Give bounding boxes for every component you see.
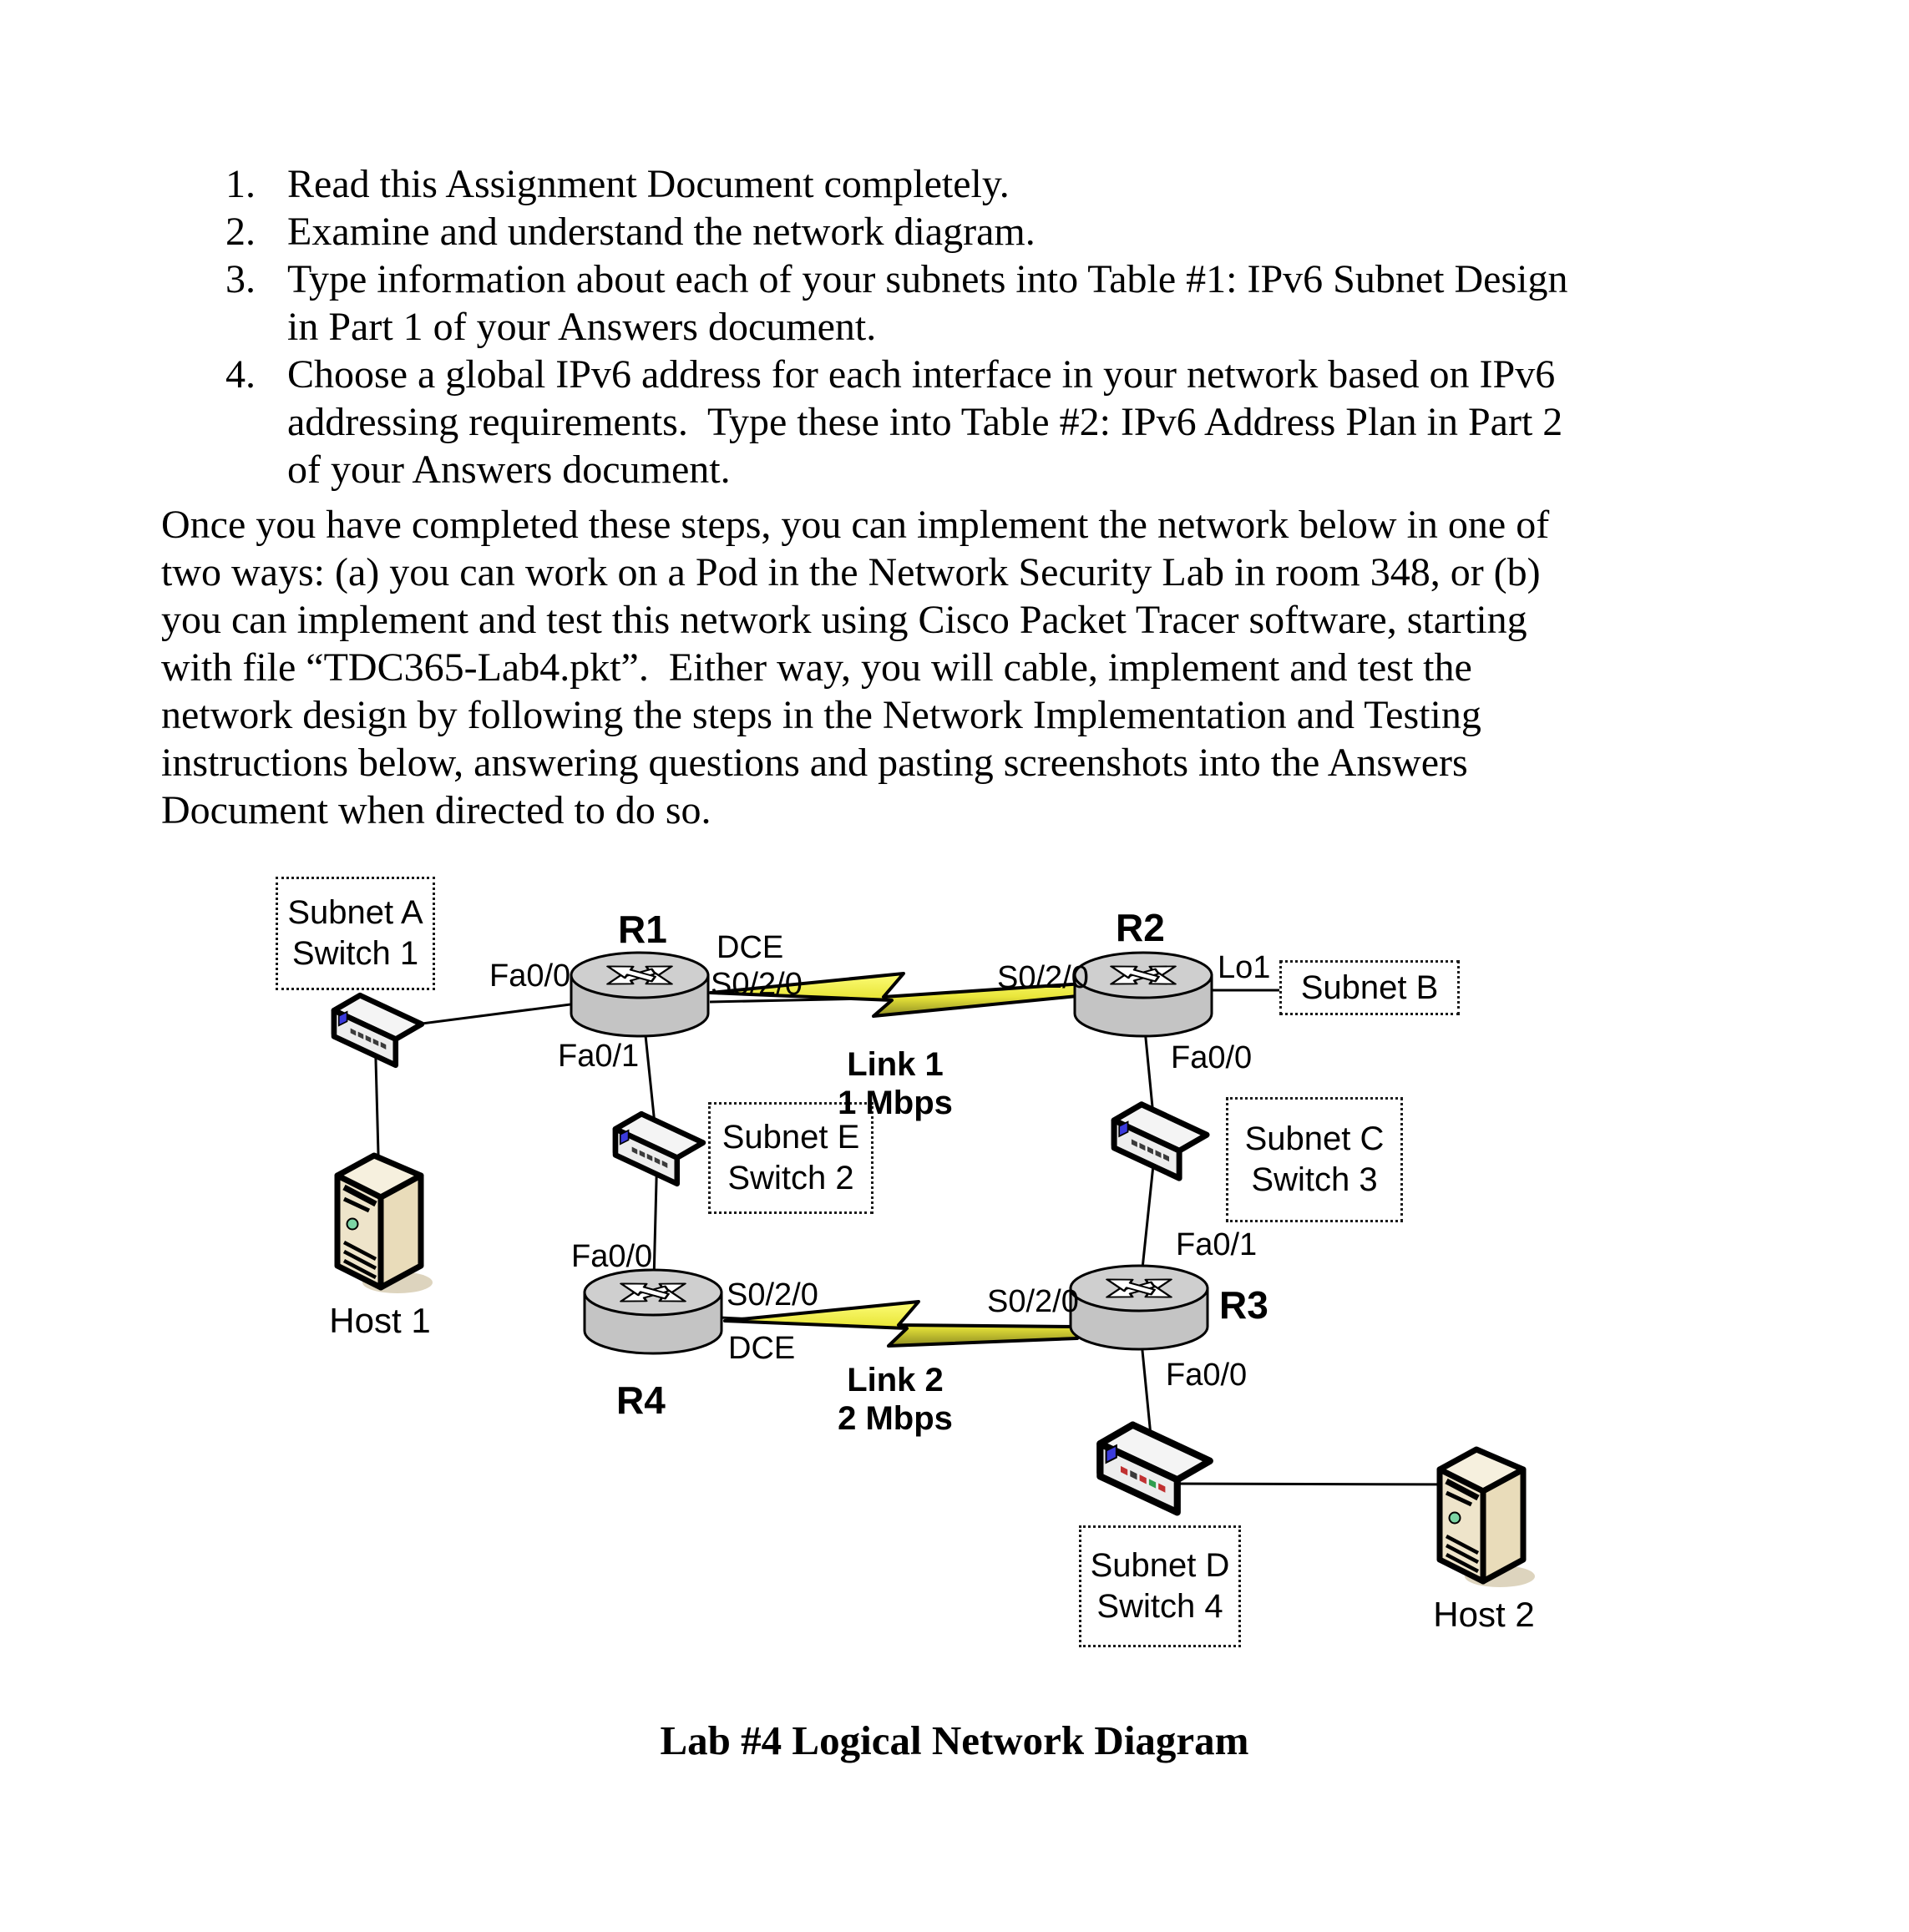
diagram-caption: Lab #4 Logical Network Diagram [660, 1717, 1249, 1763]
interface-label-r1-dce: DCE [717, 930, 784, 965]
host-label-1: Host 1 [329, 1301, 431, 1340]
list-item-text: Read this Assignment Document completely. [287, 162, 1010, 206]
subnet-label: Subnet E [722, 1119, 860, 1156]
switch-1-icon [324, 989, 428, 1076]
list-number: 4. [225, 352, 256, 397]
subnet-c-box [1226, 1097, 1403, 1222]
paragraph-line: you can implement and test this network using Cisco Packet Tracer software, starting [161, 598, 1527, 642]
host-label-2: Host 2 [1433, 1595, 1535, 1634]
list-item-text: Type information about each of your subnets into Table #1: IPv6 Subnet Design [287, 257, 1568, 301]
subnet-label: Switch 1 [291, 935, 419, 972]
router-r3-icon [1067, 1263, 1211, 1359]
paragraph-line: two ways: (a) you can work on a Pod in the Network Security Lab in room 348, or (b) [161, 550, 1541, 594]
host-1-icon [324, 1144, 434, 1298]
interface-label-r4-fa00: Fa0/0 [571, 1239, 653, 1274]
interface-label-r3-s020: S0/2/0 [987, 1284, 1079, 1319]
list-item-text: of your Answers document. [287, 448, 731, 492]
subnet-label: Switch 4 [1096, 1588, 1223, 1625]
interface-label-r3-fa00: Fa0/0 [1166, 1358, 1248, 1393]
subnet-label: Subnet A [287, 894, 423, 931]
switch-4-icon [1088, 1416, 1217, 1525]
link-name: Link 1 [847, 1046, 944, 1083]
interface-label-r2-fa00: Fa0/0 [1171, 1040, 1253, 1075]
interface-label-r3-fa01: Fa0/1 [1176, 1227, 1258, 1262]
paragraph-line: Once you have completed these steps, you can implement the network below in one of [161, 503, 1550, 547]
list-number: 2. [225, 210, 256, 254]
link-name: Link 2 [847, 1362, 944, 1398]
switch-2-icon [605, 1107, 709, 1195]
list-item-text: in Part 1 of your Answers document. [287, 305, 877, 349]
router-r1-icon [568, 950, 711, 1046]
router-label-r1: R1 [618, 908, 667, 951]
subnet-a-box [276, 877, 435, 990]
list-item-text: Examine and understand the network diagram. [287, 210, 1036, 254]
subnet-label: Switch 3 [1251, 1161, 1378, 1198]
router-label-r2: R2 [1116, 906, 1165, 949]
paragraph-line: Document when directed to do so. [161, 788, 711, 832]
interface-label-r4-dce: DCE [728, 1331, 796, 1366]
interface-label-r2-s020: S0/2/0 [997, 960, 1089, 995]
router-label-r3: R3 [1219, 1283, 1268, 1327]
router-r2-icon [1071, 950, 1215, 1046]
switch-3-icon [1104, 1097, 1213, 1190]
list-item-text: addressing requirements. Type these into Table #2: IPv6 Address Plan in Part 2 [287, 400, 1563, 444]
link1-label [820, 1045, 970, 1122]
link-speed: 2 Mbps [838, 1400, 953, 1437]
interface-label-r4-s020: S0/2/0 [727, 1277, 818, 1312]
paragraph-line: network design by following the steps in the Network Implementation and Testing [161, 693, 1481, 737]
paragraph-line: with file “TDC365-Lab4.pkt”. Either way, you will cable, implement and test the [161, 645, 1472, 690]
subnet-b-box [1279, 960, 1460, 1015]
subnet-label: Subnet B [1300, 969, 1439, 1006]
interface-label-r1-fa01: Fa0/1 [558, 1039, 640, 1074]
list-item-text: Choose a global IPv6 address for each interface in your network based on IPv6 [287, 352, 1556, 397]
interface-label-r2-lo1: Lo1 [1218, 950, 1271, 985]
interface-label-r1-fa00: Fa0/0 [489, 958, 571, 994]
link2-label [820, 1361, 970, 1438]
subnet-label: Switch 2 [727, 1160, 854, 1196]
host-2-icon [1426, 1438, 1537, 1592]
subnet-label: Subnet D [1090, 1547, 1230, 1584]
subnet-d-box [1079, 1525, 1241, 1647]
router-label-r4: R4 [616, 1378, 666, 1422]
subnet-label: Subnet C [1244, 1120, 1385, 1157]
list-number: 3. [225, 257, 256, 301]
router-r4-icon [581, 1267, 725, 1363]
link-speed: 1 Mbps [838, 1085, 953, 1121]
paragraph-line: instructions below, answering questions and pasting screenshots into the Answers [161, 741, 1468, 785]
list-number: 1. [225, 162, 256, 206]
interface-label-r1-s020: S0/2/0 [711, 967, 803, 1002]
